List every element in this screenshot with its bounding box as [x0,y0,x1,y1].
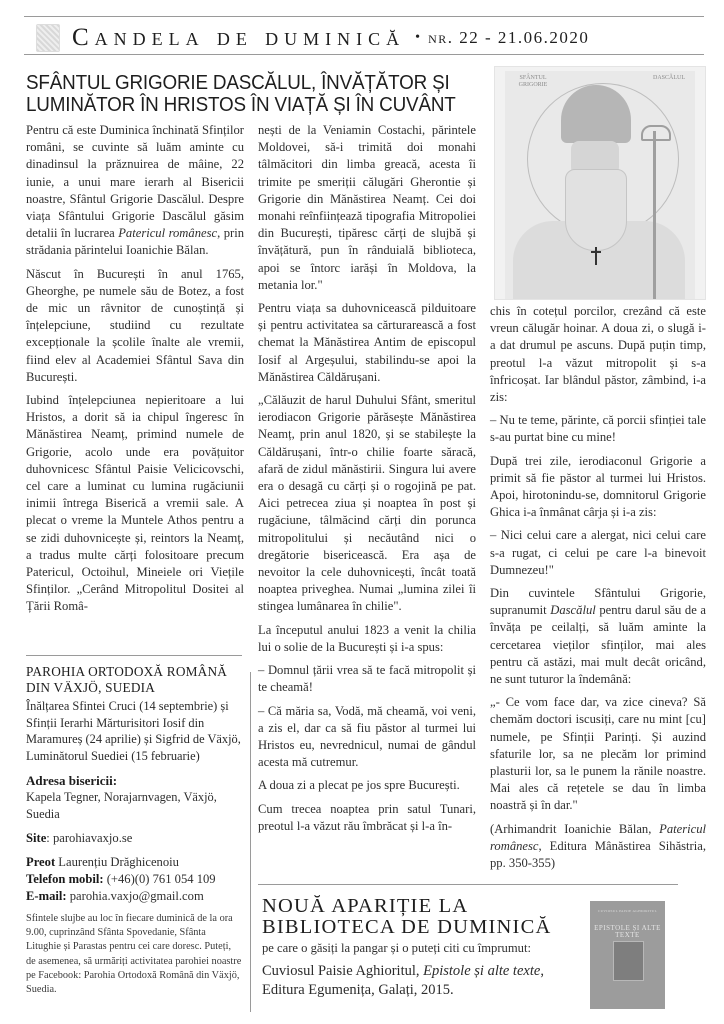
parish-divider [250,672,251,1012]
new-book-title-1: NOUĂ APARIȚIE LA [262,895,469,917]
new-book-section [262,896,582,999]
parish-top-rule [26,655,242,656]
cover-publisher [598,987,657,997]
paragraph: După trei zile, ierodiaconul Grigorie a primit să fie păstor al turmei lui Hristos. Apoi, hirotonindu-se, domnitorul Grigorie Ghica i-a înmânat cârja și i-a zis: [490,453,706,520]
paragraph: Din cuvintele Sfântului Grigorie, supranumit Dascălul pentru darul său de a învăța pe ceilalți, să luăm aminte la cercetarea vieților sfinților, mai ales pentru că astăzi, mai mult decât oricând, ne sunt tuturor la îndemână: [490,586,706,687]
article-headline [26,71,456,116]
email-row: E-mail: parohia.vaxjo@gmail.com [26,889,204,903]
parish-title: PAROHIA ORTODOXĂ ROMÂNĂ DIN VÄXJÖ, SUEDIA [26,664,228,695]
phone-row: Telefon mobil: (+46)(0) 761 054 109 [26,872,216,886]
headline-line-2: LUMINĂTOR ÎN HRISTOS ÎN VIAȚĂ ȘI ÎN CUVÂNT [26,93,456,116]
cover-illustration [613,941,644,981]
dialogue-line: – Nu te teme, părinte, că porcii sfinției tale s-au purtat bine cu mine! [490,413,706,445]
paragraph: „Călăuzit de harul Duhului Sfânt, smeritul ierodiacon Grigorie părăsește Mănăstirea Neamț, prin anul 1820, și se stabilește la Căldărușani, într-o chilie foarte săracă, afară de zidul mănăstirii. Singura lui avere era o desagă cu cărți și o rogojină pe pat. Aici petrecea ziua și noaptea în post și rugăciune, tâlmăcind cărți din porunca mitropolitului și necăutând nici o dregătorie bisericească. Era așa de nevoitor la cele duhovnicești, încât toată noaptea priveghea. Numai „lumina zilei îi stingea lumânarea în chilie". [258,393,476,614]
services-note: Sfintele slujbe au loc în fiecare duminică de la ora 9.00, cuprinzând Sfânta Spovedanie, Sfânta Litughie și Parastas pentru cei care doresc. Puteți, de asemenea, să urmăriți activitatea parohiei noastre pe Facebook: Parohia Ortodoxă Română din Växjö, Suedia. [26,913,242,996]
email-link[interactable]: parohia.vaxjo@gmail.com [69,889,204,903]
paragraph: La începutul anului 1823 a venit la chilia lui o solie de la București și i-a spus: [258,622,476,654]
icon-label-right: DASCĂLUL [652,75,685,81]
separator-dot: • [415,30,421,45]
newbook-top-rule [258,884,678,885]
masthead-top-rule [24,16,704,17]
paragraph: Pentru viața sa duhovnicească pilduitoare și pentru activitatea sa cărturarească a fost chemat la Mănăstirea Antim de episcopul Iosif al Argeșului, stabilindu-se apoi la Mănăstirea Căldărușani. [258,301,476,384]
address-value: Kapela Tegner, Norajarnvagen, Växjö, Suedia [26,790,217,821]
paragraph: chis în cotețul porcilor, crezând că este vreun călugăr hoinar. A doua zi, o slugă i-a dat drumul pe ascuns. După puțin timp, preotul l-a văzut mitropolit și s-a înfricoșat. Iar blândul păstor, zâmbind, i-a zis: [490,304,706,405]
masthead-bottom-rule [24,54,704,55]
cross-icon [591,247,601,265]
dialogue-line: – Că măria sa, Vodă, mă cheamă, voi veni, a zis el, dar ca să fiu păstor al turmei lui Hristos eu, nevrednicul, numai de gândul acesta mă cutremur. [258,703,476,770]
icon-label-left: SFÂNTUL GRIGORIE [518,75,548,88]
publication-title: Candela de duminică [72,24,406,51]
quote: „- Ce vom face dar, va zice cineva? Să chemăm doctori iscusiți, care nu mint [cu] numele, pe Sfinții Parinți. Și auzind sfaturile lor, sa ne plecăm lor primind plasturii lor, sa le punem la rănile noastre. Mai ales că rețetele se dau în limba noastră și în dar." [490,695,706,813]
parish-emblem-icon [36,24,60,52]
site-row: Site: parohiavaxjo.se [26,831,133,845]
dialogue-line: – Domnul țării vrea să te facă mitropolit și te cheamă! [258,663,476,695]
phone-link[interactable]: (+46)(0) 761 054 109 [106,872,216,886]
source-citation: (Arhimandrit Ioanichie Bălan, Patericul românesc, Editura Mânăstirea Sihăstria, pp. 350-355) [490,821,706,871]
new-book-subtitle: pe care o găsiți la pangar și o puteți citi cu împrumut: [262,941,531,955]
paragraph: Pentru că este Duminica închinată Sfinților români, se cuvinte să luăm aminte cu dinadinsul la prăznuirea de mâine, 22 iunie, a unui mare ierarh al Bisericii noastre, Sfântul Grigorie Dascălul. Despre viața Sfântului Grigorie Dascălul găsim detalii în lucrarea Patericul românesc, prin strădania părintelui Ioanichie Bălan. [26,123,244,258]
cover-title: EPISTOLE ȘI ALTE TEXTE [594,924,661,939]
site-link[interactable]: parohiavaxjo.se [52,831,133,845]
article-column-2 [258,122,476,841]
article-column-3 [490,303,706,878]
parish-feasts: Înălțarea Sfintei Cruci (14 septembrie) și Sfinții Ierarhi Mărturisitori Iosif din Maramureș (24 aprilie) și Sigfrid de Växjö, Luminătorul Suediei (15 februarie) [26,699,241,763]
paragraph: A doua zi a plecat pe jos spre București. [258,778,460,793]
dialogue-line: – Nici celui care a alergat, nici celui care s-a rugat, ci celui pe care l-a binevoit Dumnezeu!" [490,528,706,577]
issue-number-date: nr. 22 - 21.06.2020 [428,28,590,47]
priest-row: Preot Laurențiu Drăghicenoiu [26,855,179,869]
headline-line-1: SFÂNTUL GRIGORIE DASCĂLUL, ÎNVĂȚĂTOR ȘI [26,71,450,94]
paragraph: Iubind înțelepciunea nepieritoare a lui Hristos, a dorit să ia chipul îngeresc în Mănăstirea Neamț, primind numele de Grigorie, acolo unde era povățuitor duhovnicesc Sfântul Paisie Velicicovschi, cel care a luminat cu lumina rugăciunii inimii întrega Biserică a vremii sale. A plecat o vreme la Muntele Athos pentru a se zidi duhovnicește și, reintors la Neamț, a tradus multe cărți folositoare precum Patericul, Octoihul, Mineiele ori Viețile Sfinților. „Cerând Mitropolitul Dositei al Țării Româ- [26,393,244,614]
paragraph: nești de la Veniamin Costachi, părintele Moldovei, să-i trimită doi monahi tâlmăcitori din limba greacă, acesta îi trimite pe smeriții călugări Gherontie și Grigorie din Mănăstirea Neamț. Cei doi monahi reînființează tipografia Mitropoliei din București, tipăresc cărți de slujbă și învățătură, pun în rânduială biblioteca, apoi se întorc iarăși în Moldova, la metania lor." [258,123,476,292]
book-reference: Cuviosul Paisie Aghioritul, Epistole și alte texte, Editura Egumenița, Galați, 2015. [262,963,544,998]
book-cover-image [590,901,665,1009]
article-column-1 [26,122,244,622]
saint-icon-image [494,66,706,300]
address-label: Adresa bisericii: [26,773,118,788]
paragraph: Cum trecea noaptea prin satul Tunari, preotul l-a văzut rău îmbrăcat și l-a în- [258,801,476,833]
paragraph: Născut în București în anul 1765, Gheorghe, pe numele său de Botez, a fost de mic un râvnitor de cunoștință și înțelepciune, studiind cu rezultate excepționale la școlile înalte ale vremii, fiind elev al Academiei Sfântul Sava din București. [26,266,244,384]
parish-info-box [26,664,242,997]
masthead [24,20,704,56]
new-book-title-2: BIBLIOTECA DE DUMINICĂ [262,916,552,938]
cover-author: CUVIOSUL PAISIE AGHIORITUL [597,909,658,913]
